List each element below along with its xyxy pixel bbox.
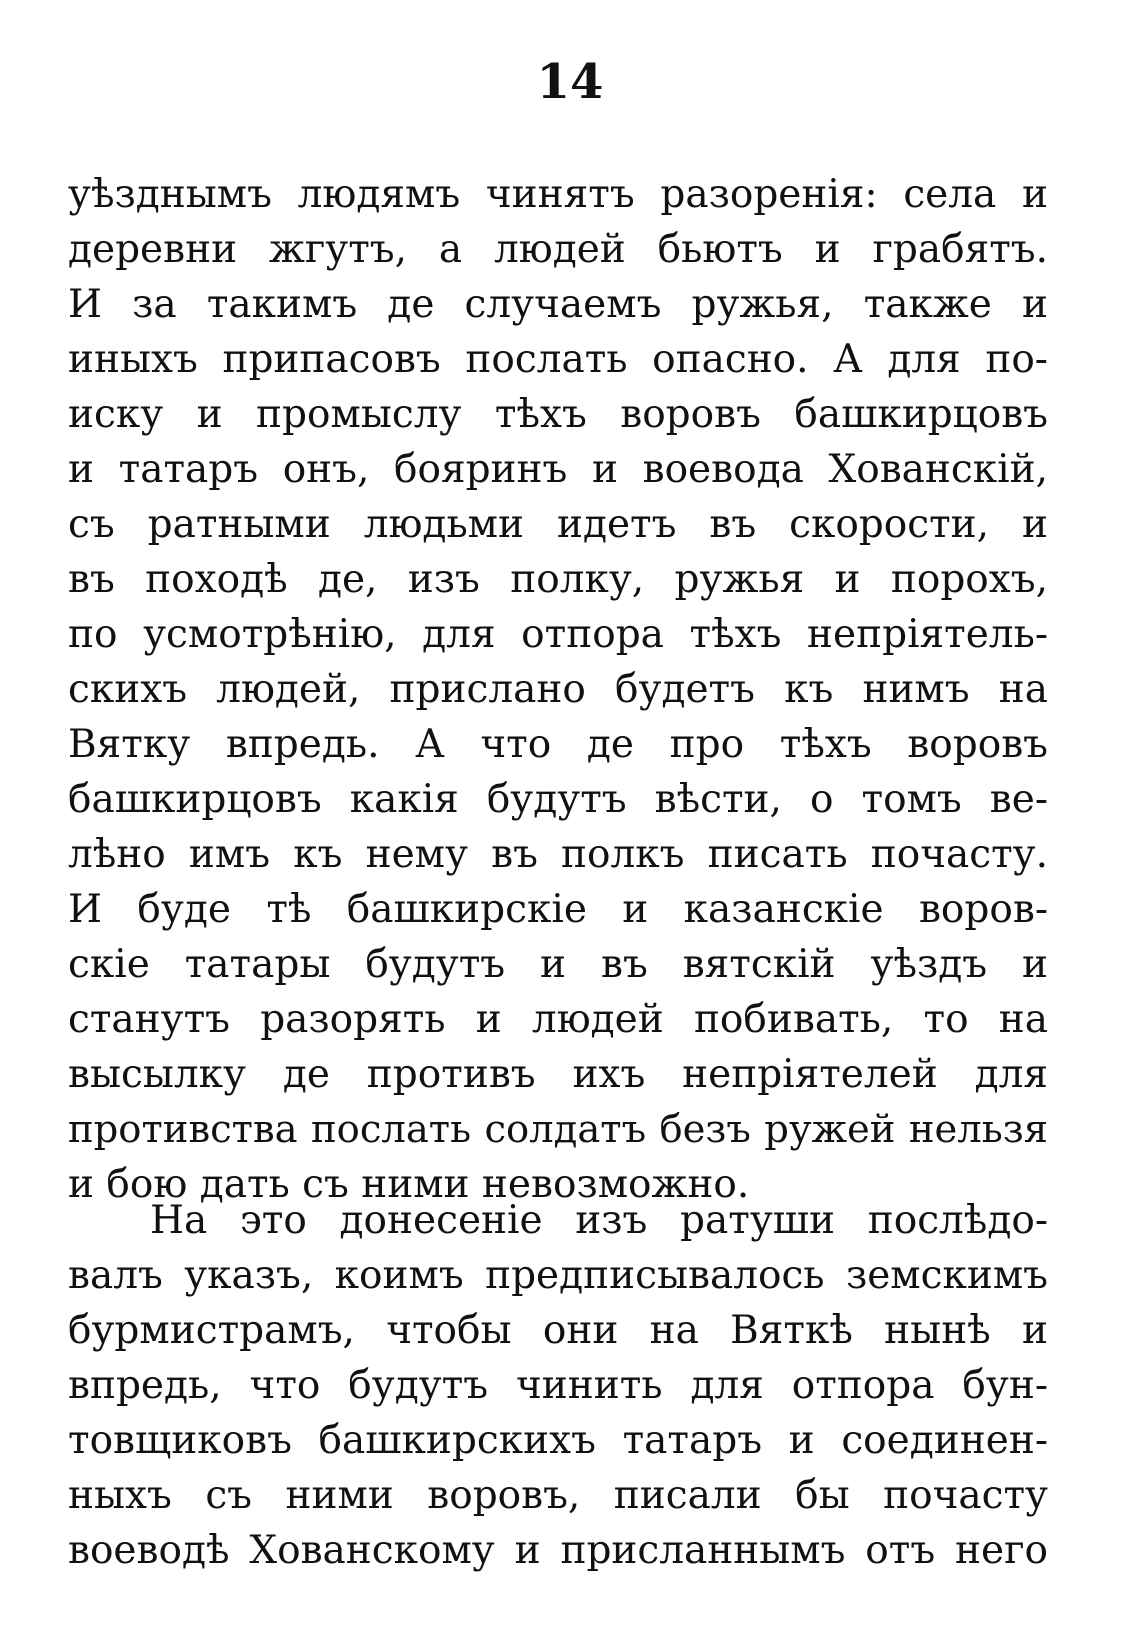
text-line: противства послать солдатъ безъ ружей нельзя xyxy=(68,1107,1048,1152)
paragraph-1 xyxy=(68,167,1048,1212)
text-line: уѣзднымъ людямъ чинятъ разоренія: села и xyxy=(68,172,1048,217)
page-number: 14 xyxy=(536,54,604,110)
text-line: иныхъ припасовъ послать опасно. А для по- xyxy=(68,337,1048,382)
text-line: станутъ разорять и людей побивать, то на xyxy=(68,997,1048,1042)
text-line: На это донесеніе изъ ратуши послѣдо- xyxy=(150,1198,1048,1243)
text-line: высылку де противъ ихъ непріятелей для xyxy=(68,1052,1048,1097)
text-line: лѣно имъ къ нему въ полкъ писать почасту. xyxy=(68,832,1048,877)
text-line: съ ратными людьми идетъ въ скорости, и xyxy=(68,502,1048,547)
text-line: впредь, что будутъ чинить для отпора бун- xyxy=(68,1363,1048,1408)
text-line: по усмотрѣнію, для отпора тѣхъ непріятель- xyxy=(68,612,1048,657)
text-line: воеводѣ Хованскому и присланнымъ отъ него xyxy=(68,1528,1048,1573)
text-line: валъ указъ, коимъ предписывалось земскимъ xyxy=(68,1253,1048,1298)
text-line: скіе татары будутъ и въ вятскій уѣздъ и xyxy=(68,942,1048,987)
text-line: въ походѣ де, изъ полку, ружья и порохъ, xyxy=(68,557,1048,602)
paragraph-2 xyxy=(68,1193,1048,1578)
text-line: И буде тѣ башкирскіе и казанскіе воров- xyxy=(68,887,1048,932)
text-line: товщиковъ башкирскихъ татаръ и соединен- xyxy=(68,1418,1048,1463)
text-line: ныхъ съ ними воровъ, писали бы почасту xyxy=(68,1473,1048,1518)
text-line: бурмистрамъ, чтобы они на Вяткѣ нынѣ и xyxy=(68,1308,1048,1353)
text-line: И за такимъ де случаемъ ружья, также и xyxy=(68,282,1048,327)
text-line: башкирцовъ какія будутъ вѣсти, о томъ ве- xyxy=(68,777,1048,822)
text-line: и татаръ онъ, бояринъ и воевода Хованскій, xyxy=(68,447,1048,492)
text-line: иску и промыслу тѣхъ воровъ башкирцовъ xyxy=(68,392,1048,437)
text-line: деревни жгутъ, а людей бьютъ и грабятъ. xyxy=(68,227,1048,272)
text-line: скихъ людей, прислано будетъ къ нимъ на xyxy=(68,667,1048,712)
text-line: и бою дать съ ними невозможно. xyxy=(68,1162,750,1207)
text-line: Вятку впредь. А что де про тѣхъ воровъ xyxy=(68,722,1048,767)
